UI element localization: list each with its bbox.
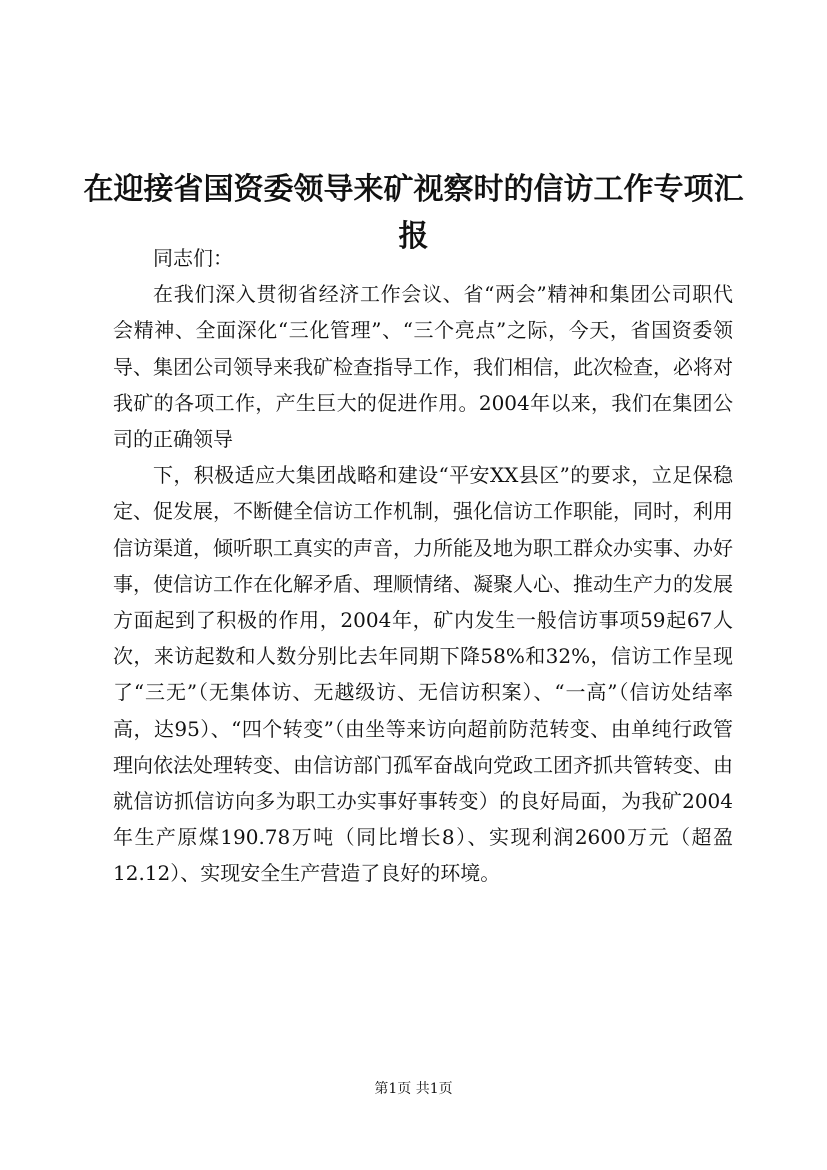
paragraph-1: 在我们深入贯彻省经济工作会议、省“两会”精神和集团公司职代会精神、全面深化“三化管理”、“三个亮点”之际，今天，省国资委领导、集团公司领导来我矿检查指导工作，我们相信，此次检查，必将对我矿的各项工作，产生巨大的促进作用。2004年以来，我们在集团公司的正确领导: [113, 282, 733, 452]
paragraph-2: 下，积极适应大集团战略和建设“平安XX县区”的要求，立足保稳定、促发展，不断健全信访工作机制，强化信访工作职能，同时，利用信访渠道，倾听职工真实的声音，力所能及地为职工群众办实事、办好事，使信访工作在化解矛盾、理顺情绪、凝聚人心、推动生产力的发展方面起到了积极的作用，2004年，矿内发生一般信访事项59起67人次，来访起数和人数分别比去年同期下降58%和32%，信访工作呈现了“三无”（无集体访、无越级访、无信访积案）、“一高”（信访处结率高，达95）、“四个转变”（由坐等来访向超前防范转变、由单纯行政管理向依法处理转变、由信访部门孤军奋战向党政工团齐抓共管转变、由就信访抓信访向多为职工办实事好事转变）的良好局面，为我矿2004年生产原煤190.78万吨（同比增长8）、实现利润2600万元（超盈12.12）、实现安全生产营造了良好的环境。: [113, 463, 733, 886]
greeting-text: 同志们：: [153, 246, 233, 270]
page-footer: 第1页 共1页: [374, 1081, 453, 1097]
document-title: 在迎接省国资委领导来矿视察时的信访工作专项汇报: [83, 172, 744, 255]
document-body: [113, 240, 733, 892]
